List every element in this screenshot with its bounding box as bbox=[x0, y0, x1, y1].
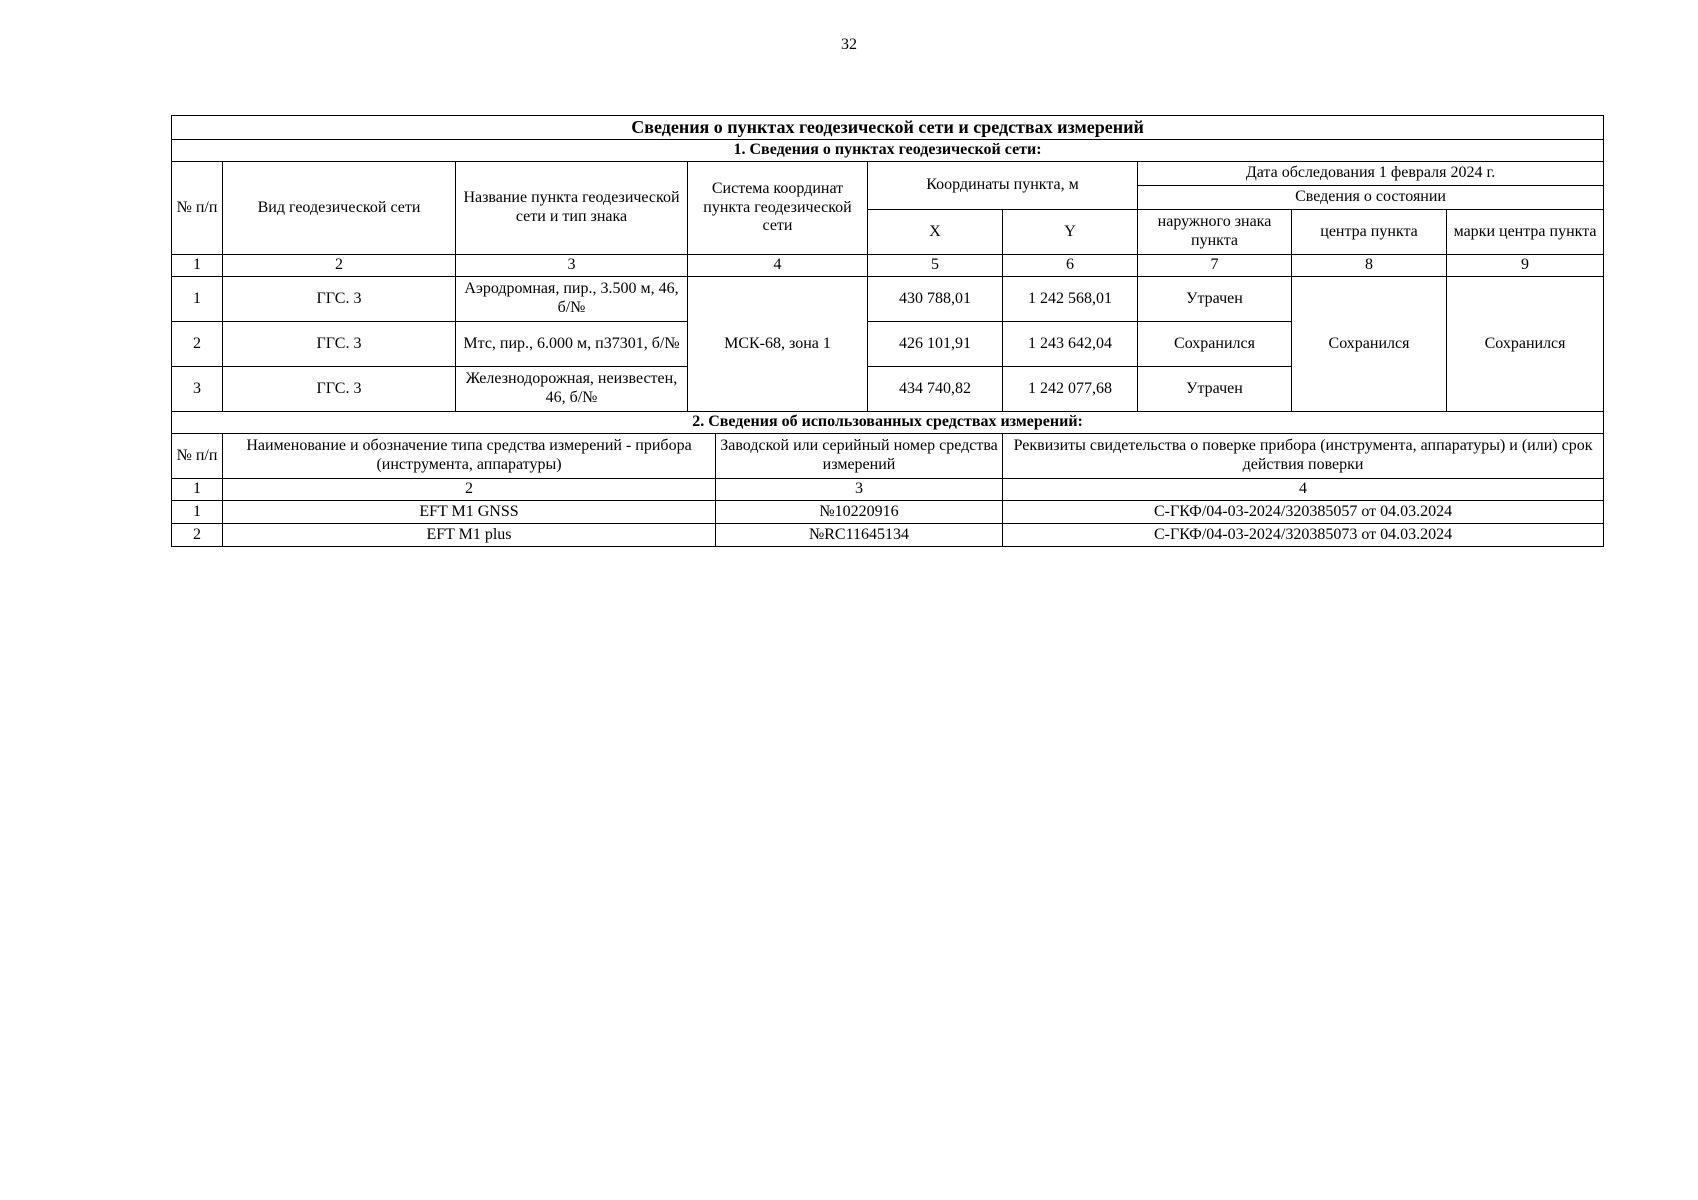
row-num: 2 bbox=[172, 524, 223, 547]
header-num: № п/п bbox=[172, 162, 223, 255]
header-coord-system: Система координат пункта геодезической сети bbox=[688, 162, 868, 255]
header-y: Y bbox=[1003, 210, 1138, 255]
point-name: Аэродромная, пир., 3.500 м, 46, б/№ bbox=[456, 277, 688, 322]
header-x: X bbox=[868, 210, 1003, 255]
section1-heading: 1. Сведения о пунктах геодезической сети: bbox=[172, 140, 1604, 162]
header-coords: Координаты пункта, м bbox=[868, 162, 1138, 210]
point-name: Мтс, пир., 6.000 м, п37301, б/№ bbox=[456, 322, 688, 367]
header-instrument: Наименование и обозначение типа средства измерений - прибора (инструмента, аппаратуры) bbox=[223, 434, 716, 479]
row-num: 1 bbox=[172, 277, 223, 322]
header-network-type: Вид геодезической сети bbox=[223, 162, 456, 255]
header-survey-date: Дата обследования 1 февраля 2024 г. bbox=[1138, 162, 1604, 186]
column-number: 1 bbox=[172, 479, 223, 501]
row-num: 1 bbox=[172, 501, 223, 524]
column-number: 2 bbox=[223, 479, 716, 501]
coord-y: 1 242 077,68 bbox=[1003, 367, 1138, 412]
instrument-serial: №RC11645134 bbox=[716, 524, 1003, 547]
header-point-name: Название пункта геодезической сети и тип знака bbox=[456, 162, 688, 255]
header-certificate: Реквизиты свидетельства о поверке прибора (инструмента, аппаратуры) и (или) срок действия поверки bbox=[1003, 434, 1604, 479]
geodetic-info-table bbox=[171, 115, 1604, 547]
header-outer-sign: наружного знака пункта bbox=[1138, 210, 1292, 255]
header-center: центра пункта bbox=[1292, 210, 1447, 255]
instrument-certificate: С-ГКФ/04-03-2024/320385073 от 04.03.2024 bbox=[1003, 524, 1604, 547]
instrument-certificate: С-ГКФ/04-03-2024/320385057 от 04.03.2024 bbox=[1003, 501, 1604, 524]
column-number: 9 bbox=[1447, 255, 1604, 277]
instrument-name: EFT M1 plus bbox=[223, 524, 716, 547]
table-row bbox=[172, 277, 1604, 322]
header-serial: Заводской или серийный номер средства измерений bbox=[716, 434, 1003, 479]
coord-system-value: МСК-68, зона 1 bbox=[688, 277, 868, 412]
column-number: 6 bbox=[1003, 255, 1138, 277]
outer-sign-state: Утрачен bbox=[1138, 367, 1292, 412]
center-state: Сохранился bbox=[1292, 277, 1447, 412]
column-number: 4 bbox=[1003, 479, 1604, 501]
column-number: 8 bbox=[1292, 255, 1447, 277]
outer-sign-state: Утрачен bbox=[1138, 277, 1292, 322]
table-row bbox=[172, 524, 1604, 547]
outer-sign-state: Сохранился bbox=[1138, 322, 1292, 367]
coord-y: 1 242 568,01 bbox=[1003, 277, 1138, 322]
column-number: 1 bbox=[172, 255, 223, 277]
page-number: 32 bbox=[841, 36, 857, 53]
column-number: 5 bbox=[868, 255, 1003, 277]
column-number: 3 bbox=[716, 479, 1003, 501]
row-num: 3 bbox=[172, 367, 223, 412]
center-mark-state: Сохранился bbox=[1447, 277, 1604, 412]
section2-heading: 2. Сведения об использованных средствах измерений: bbox=[172, 412, 1604, 434]
point-name: Железнодорожная, неизвестен, 46, б/№ bbox=[456, 367, 688, 412]
coord-x: 434 740,82 bbox=[868, 367, 1003, 412]
header-state: Сведения о состоянии bbox=[1138, 186, 1604, 210]
column-number: 2 bbox=[223, 255, 456, 277]
coord-y: 1 243 642,04 bbox=[1003, 322, 1138, 367]
network-type: ГГС. 3 bbox=[223, 277, 456, 322]
network-type: ГГС. 3 bbox=[223, 367, 456, 412]
coord-x: 430 788,01 bbox=[868, 277, 1003, 322]
row-num: 2 bbox=[172, 322, 223, 367]
column-number: 4 bbox=[688, 255, 868, 277]
header-num: № п/п bbox=[172, 434, 223, 479]
instrument-name: EFT M1 GNSS bbox=[223, 501, 716, 524]
coord-x: 426 101,91 bbox=[868, 322, 1003, 367]
network-type: ГГС. 3 bbox=[223, 322, 456, 367]
header-center-mark: марки центра пункта bbox=[1447, 210, 1604, 255]
table-title: Сведения о пунктах геодезической сети и средствах измерений bbox=[172, 116, 1604, 140]
column-number: 3 bbox=[456, 255, 688, 277]
instrument-serial: №10220916 bbox=[716, 501, 1003, 524]
column-number: 7 bbox=[1138, 255, 1292, 277]
table-row bbox=[172, 501, 1604, 524]
